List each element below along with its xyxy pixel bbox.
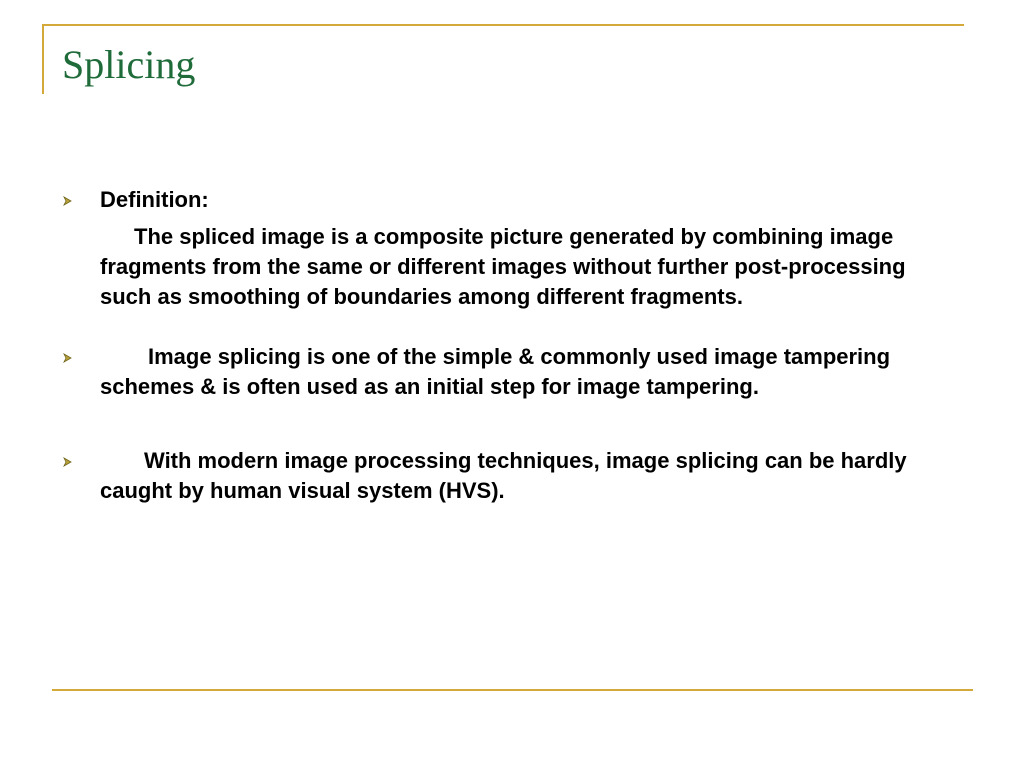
arrow-bullet-icon: [63, 353, 73, 363]
frame-left-rule: [42, 24, 44, 94]
bullet-text: The spliced image is a composite picture generated by combining image fragments from the same or different images without further post-processing such as smoothing of boundaries among different fragments.: [100, 224, 906, 309]
bullet-item-definition: [0, 185, 960, 312]
slide-title: Splicing: [62, 42, 196, 87]
bullet-item: [0, 446, 960, 506]
bullet-heading: Definition:: [100, 187, 209, 212]
arrow-bullet-icon: [63, 457, 73, 467]
footer-rule: [52, 689, 973, 691]
arrow-bullet-icon: [63, 196, 73, 206]
bullet-text: With modern image processing techniques, image splicing can be hardly caught by human visual system (HVS).: [100, 448, 907, 503]
bullet-item: [0, 342, 960, 402]
slide-body: [0, 185, 1024, 506]
bullet-text: Image splicing is one of the simple & commonly used image tampering schemes & is often used as an initial step for image tampering.: [100, 344, 891, 399]
frame-top-rule: [42, 24, 964, 26]
